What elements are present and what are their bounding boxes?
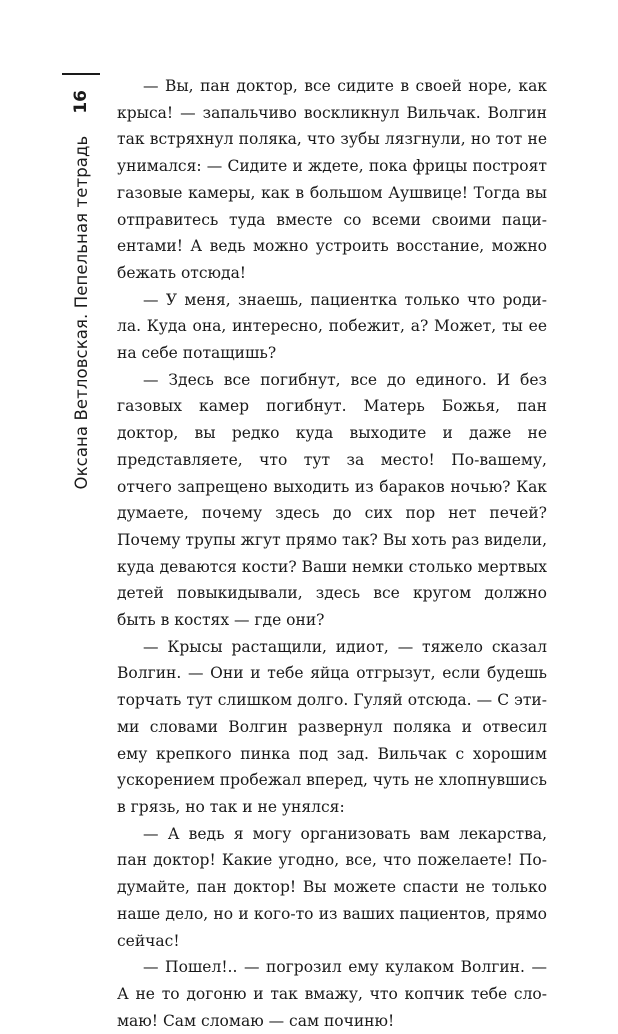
paragraph: — Вы, пан доктор, все сидите в своей норе, как крыса! — запальчиво воскликнул Вильчак. Волгин так встряхнул поляка, что зубы лязгнули, но тот не унимался: — Сидите и ждете, пока фрицы построят газовые камеры, как в большом Аушвице! Тогда вы отправитесь туда вместе со всеми своими пациентами! А ведь можно устроить восстание, можно бежать отсюда!: [117, 77, 547, 282]
running-title: Оксана Ветловская. Пепельная тетрадь: [71, 135, 91, 490]
running-header: [66, 90, 96, 560]
page-number: 16: [71, 90, 91, 114]
body-text: [117, 73, 547, 1034]
paragraph: — У меня, знаешь, пациентка только что родила. Куда она, интересно, побежит, а? Может, ты ее на себе потащишь?: [117, 290, 547, 363]
paragraph: — Пошел!.. — погрозил ему кулаком Волгин. — А не то догоню и так вмажу, что копчик тебе сломаю! Сам сломаю — сам починю!: [117, 958, 547, 1030]
paragraph: — Здесь все погибнут, все до единого. И без газовых камер погибнут. Матерь Божья, пан доктор, вы редко куда выходите и даже не представляете, что тут за место! По-вашему, отчего запрещено выходить из бараков ночью? Как думаете, почему здесь до сих пор нет печей? Почему трупы жгут прямо так? Вы хоть раз видели, куда деваются кости? Ваши немки столько мертвых детей повыкидывали, здесь все кругом должно быть в костях — где они?: [117, 370, 547, 630]
paragraph: — А ведь я могу организовать вам лекарства, пан доктор! Какие угодно, все, что пожелаете! Подумайте, пан доктор! Вы можете спасти не только наше дело, но и кого-то из ваших пациентов, прямо сейчас!: [117, 824, 547, 950]
paragraph: — Крысы растащили, идиот, — тяжело сказал Волгин. — Они и тебе яйца отгрызут, если будешь торчать тут слишком долго. Гуляй отсюда. — С этими словами Волгин развернул поляка и отвесил ему крепкого пинка под зад. Вильчак с хорошим ускорением пробежал вперед, чуть не хлопнувшись в грязь, но так и не унялся:: [117, 637, 547, 816]
header-rule: [62, 73, 100, 75]
